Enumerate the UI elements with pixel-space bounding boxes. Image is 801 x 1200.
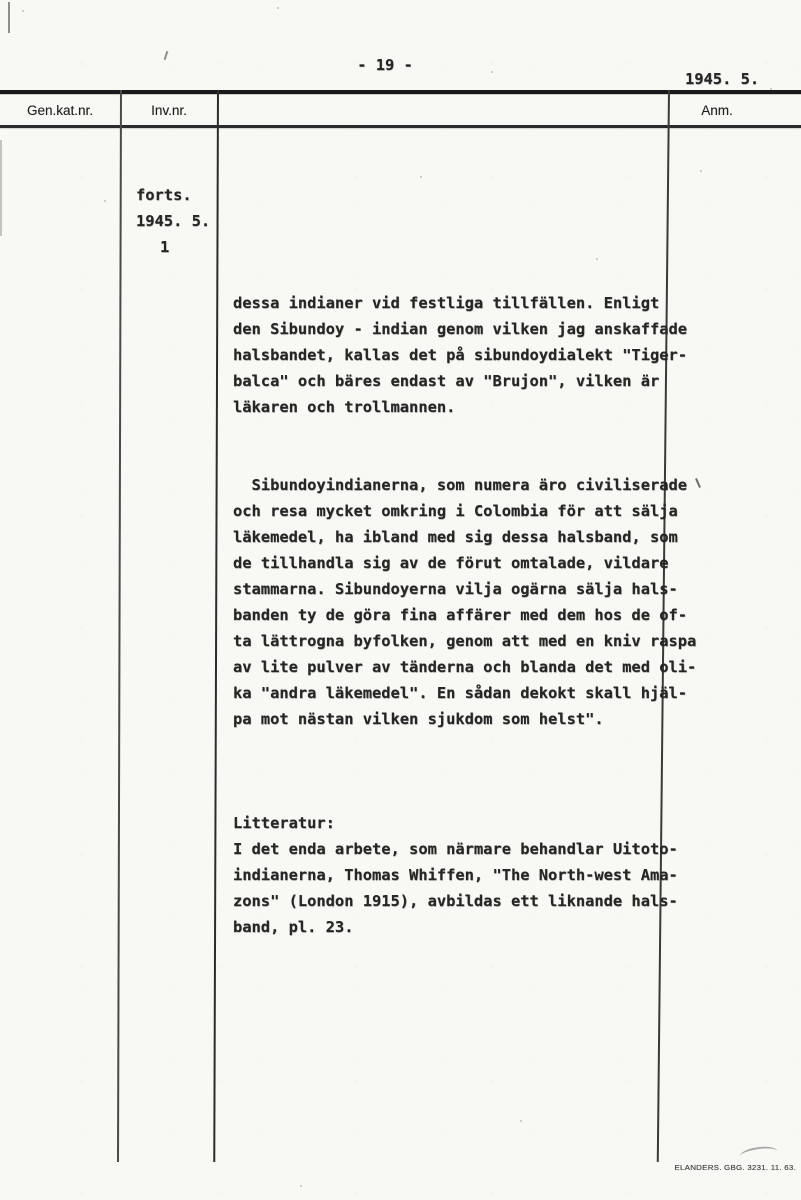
scan-artifact bbox=[164, 51, 169, 60]
scan-artifact bbox=[420, 176, 422, 178]
column-header-anm: Anm. bbox=[701, 103, 733, 118]
entry-continuation-label: forts. bbox=[136, 186, 192, 204]
scan-artifact bbox=[520, 1120, 522, 1122]
scan-artifact bbox=[700, 170, 702, 172]
column-header-gen-kat-nr: Gen.kat.nr. bbox=[26, 103, 94, 118]
scan-artifact bbox=[596, 258, 598, 260]
description-paragraph-2: Sibundoyindianerna, som numera äro civiliserade och resa mycket omkring i Colombia för att sälja läkemedel, ha ibland med sig dessa halsband, som de tillhandla sig av de förut omtalade, vildare stammarna. Sibundoyerna vilja ogärna sälja hals- banden ty de göra fina affärer med dem hos de of- ta lättrogna byfolken, genom att med en kniv raspa av lite pulver av tänderna och blanda det med oli- ka "andra läkemedel". En sådan dekokt skall hjäl- pa mot nästan vilken sjukdom som helst". bbox=[233, 476, 697, 728]
scan-artifact bbox=[491, 71, 493, 73]
scan-artifact bbox=[8, 2, 10, 33]
scan-artifact bbox=[0, 140, 2, 236]
printer-imprint: ELANDERS. GBG. 3231. 11. 63. bbox=[674, 1163, 796, 1172]
scan-artifact bbox=[104, 200, 106, 202]
column-header-inv-nr: Inv.nr. bbox=[151, 103, 187, 118]
literature-section: Litteratur: I det enda arbete, som närmare behandlar Uitoto- indianerna, Thomas Whiffen, "The North-west Ama- zons" (London 1915), avbildas ett liknande hals- band, pl. 23. bbox=[233, 814, 678, 936]
column-divider-inv-nr bbox=[213, 90, 219, 1162]
scan-artifact bbox=[739, 1144, 779, 1164]
entry-date: 1945. 5. bbox=[136, 212, 211, 230]
entry-description bbox=[233, 238, 696, 992]
description-paragraph-1: dessa indianer vid festliga tillfällen. Enligt den Sibundoy - indian genom vilken jag anskaffade halsbandet, kallas det på sibundoydialekt "Tiger- balca" och bäres endast av "Brujon", vilken är läkaren och trollmannen. bbox=[233, 294, 688, 416]
scan-artifact bbox=[277, 7, 279, 9]
column-divider-gen-kat bbox=[117, 90, 122, 1162]
page-number: - 19 - bbox=[357, 56, 413, 74]
scan-artifact bbox=[770, 88, 772, 90]
scan-artifact bbox=[300, 1185, 302, 1187]
year-header: 1945. 5. bbox=[685, 70, 760, 88]
scan-artifact bbox=[22, 10, 24, 12]
entry-inventory-number: 1 bbox=[160, 238, 170, 256]
